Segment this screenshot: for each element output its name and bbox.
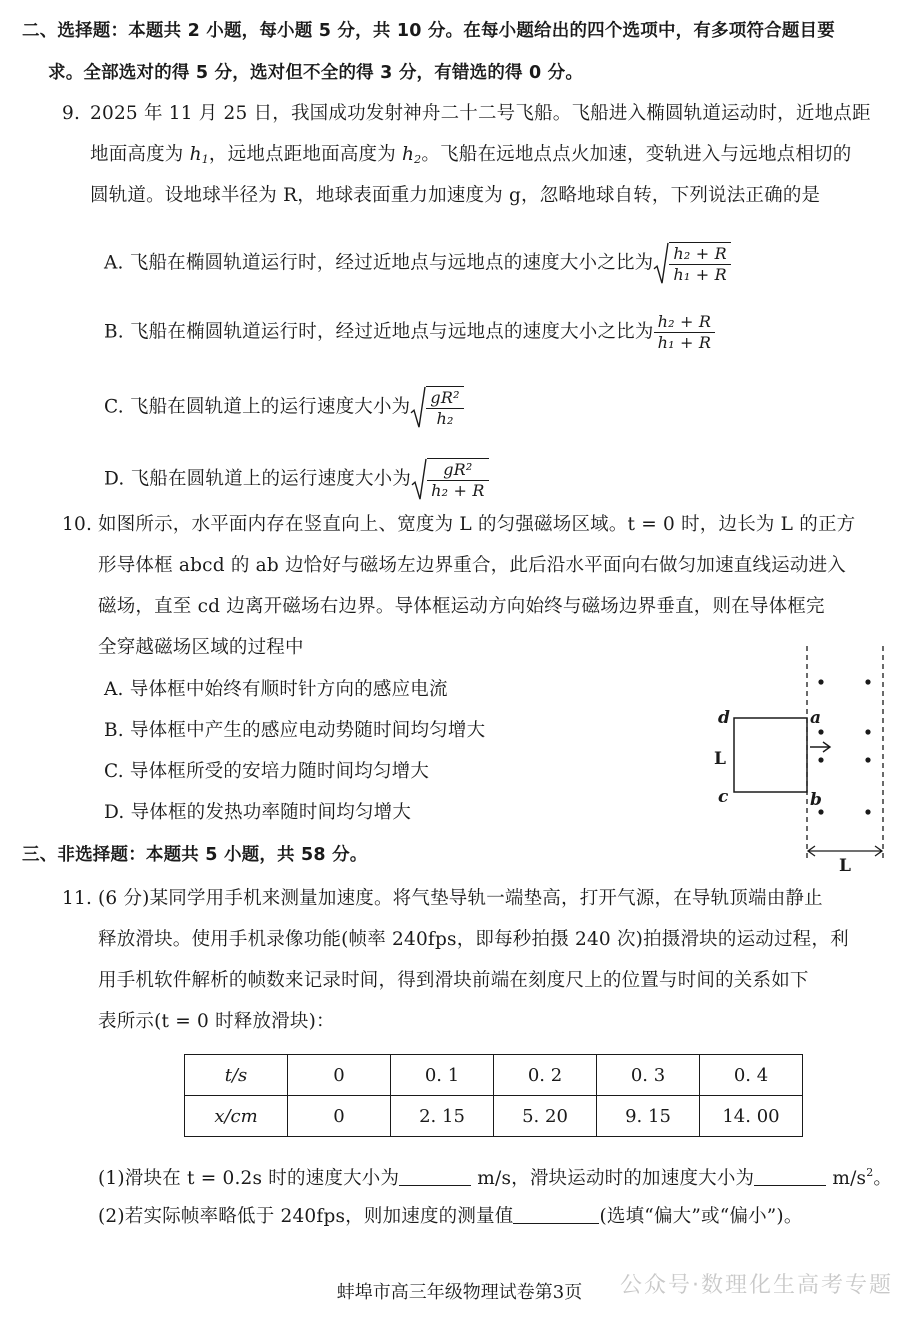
q9-stem-line2	[90, 142, 851, 173]
q11-stem-line4: 表所示(t = 0 时释放滑块)：	[98, 1011, 335, 1032]
q9-number: 9.	[62, 103, 81, 124]
q9-stem-line1: 2025 年 11 月 25 日，我国成功发射神舟二十二号飞船。飞船进入椭圆轨道运动时，近地点距	[90, 103, 871, 124]
q9-option-c: C. 飞船在圆轨道上的运行速度大小为 $\frac{\text{gR²}}{\text{h₂}}$	[104, 386, 464, 429]
label-l-side: L	[714, 749, 726, 769]
q10-stem-line1: 如图所示，水平面内存在竖直向上、宽度为 L 的匀强磁场区域。t = 0 时，边长为 L 的正方	[98, 514, 856, 535]
table-cell: 0. 1	[391, 1055, 494, 1096]
q9-option-a: A. 飞船在椭圆轨道运行时，经过近地点与远地点的速度大小之比为 $\frac{\text{h₂ + R}}{\text{h₁ + R}}$	[104, 242, 731, 285]
page-footer: 蚌埠市高三年级物理试卷第3页	[336, 1282, 583, 1303]
q9-stem-l2b: ，远地点距地面高度为	[208, 144, 403, 165]
sqrt-fraction-a: $\frac{\text{h₂ + R}}{\text{h₁ + R}}$	[653, 242, 731, 285]
q9-stem-line3: 圆轨道。设地球半径为 R，地球表面重力加速度为 g，忽略地球自转，下列说法正确的是	[90, 185, 821, 206]
q10-stem-line3: 磁场，直至 cd 边离开磁场右边界。导体框运动方向始终与磁场边界垂直，则在导体框完	[98, 596, 825, 617]
sqrt-fraction-d: $\frac{\text{gR²}}{\text{h₂ + R}}$	[411, 458, 489, 501]
table-row-x	[185, 1096, 803, 1137]
q11-stem-line1: (6 分)某同学用手机来测量加速度。将气垫导轨一端垫高，打开气源，在导轨顶端由静止	[98, 888, 823, 909]
table-cell: 2. 15	[391, 1096, 494, 1137]
table-cell: 9. 15	[597, 1096, 700, 1137]
q10-stem-line2: 形导体框 abcd 的 ab 边恰好与磁场左边界重合，此后沿水平面向右做匀加速直线运动进入	[98, 555, 846, 576]
label-a: a	[810, 708, 822, 728]
q11-stem-line3: 用手机软件解析的帧数来记录时间，得到滑块前端在刻度尺上的位置与时间的关系如下	[98, 970, 809, 991]
answer-blank-acceleration[interactable]	[754, 1167, 826, 1186]
section3-header: 三、非选择题：本题共 5 小题，共 58 分。	[22, 845, 368, 865]
answer-blank-measurement[interactable]	[513, 1205, 599, 1224]
q9-stem-l2c: 。飞船在远地点点火加速，变轨进入与远地点相切的	[421, 144, 852, 165]
q11-stem-line2: 释放滑块。使用手机录像功能(帧率 240fps，即每秒拍摄 240 次)拍摄滑块的运动过程，利	[98, 929, 849, 950]
table-cell: 0	[288, 1055, 391, 1096]
q10-option-d: D. 导体框的发热功率随时间均匀增大	[104, 802, 412, 823]
table-cell: 0. 4	[700, 1055, 803, 1096]
h1-symbol: $h_1$	[189, 144, 209, 166]
sqrt-fraction-c: $\frac{\text{gR²}}{\text{h₂}}$	[410, 386, 463, 429]
label-c: c	[718, 787, 729, 807]
q9-option-d: D. 飞船在圆轨道上的运行速度大小为 $\frac{\text{gR²}}{\text{h₂ + R}}$	[104, 458, 489, 501]
label-b: b	[810, 790, 822, 810]
table-header-x: x/cm	[185, 1096, 288, 1137]
fraction-b: $\frac{\text{h₂ + R}}{\text{h₁ + R}}$	[654, 312, 716, 353]
table-cell: 0. 3	[597, 1055, 700, 1096]
table-header-t: t/s	[185, 1055, 288, 1096]
q9-stem-l2a: 地面高度为	[90, 144, 190, 165]
table-cell: 5. 20	[494, 1096, 597, 1137]
position-time-table	[184, 1054, 803, 1137]
q10-stem-line4: 全穿越磁场区域的过程中	[98, 637, 304, 658]
table-cell: 0	[288, 1096, 391, 1137]
q10-option-c: C. 导体框所受的安培力随时间均匀增大	[104, 761, 430, 782]
label-l-width: L	[839, 856, 851, 875]
q10-option-b: B. 导体框中产生的感应电动势随时间均匀增大	[104, 720, 486, 741]
q11-number: 11.	[62, 888, 93, 909]
h2-symbol: $h_2$	[402, 144, 422, 166]
q10-number: 10.	[62, 514, 93, 535]
q10-option-a: A. 导体框中始终有顺时针方向的感应电流	[104, 679, 448, 700]
section2-header-line1: 二、选择题：本题共 2 小题，每小题 5 分，共 10 分。在每小题给出的四个选项中，有多项符合题目要	[22, 21, 835, 41]
q10-magnetic-field-figure	[700, 640, 910, 875]
table-cell: 14. 00	[700, 1096, 803, 1137]
table-cell: 0. 2	[494, 1055, 597, 1096]
table-row-t	[185, 1055, 803, 1096]
conductor-frame	[734, 718, 807, 792]
answer-blank-velocity[interactable]	[399, 1167, 471, 1186]
q11-subquestion-2: (2)若实际帧率略低于 240fps，则加速度的测量值 (选填“偏大”或“偏小”)。	[98, 1206, 803, 1227]
q9-option-b: B. 飞船在椭圆轨道运行时，经过近地点与远地点的速度大小之比为 $\frac{\text{h₂ + R}}{\text{h₁ + R}}$	[104, 312, 715, 353]
label-d: d	[718, 708, 730, 728]
section2-header-line2: 求。全部选对的得 5 分，选对但不全的得 3 分，有错选的得 0 分。	[48, 63, 584, 83]
q11-subquestion-1: (1)滑块在 t = 0.2s 时的速度大小为 m/s，滑块运动时的加速度大小为 $m/s^2$。	[98, 1166, 893, 1189]
watermark: 公众号·数理化生高考专题	[620, 1273, 893, 1298]
